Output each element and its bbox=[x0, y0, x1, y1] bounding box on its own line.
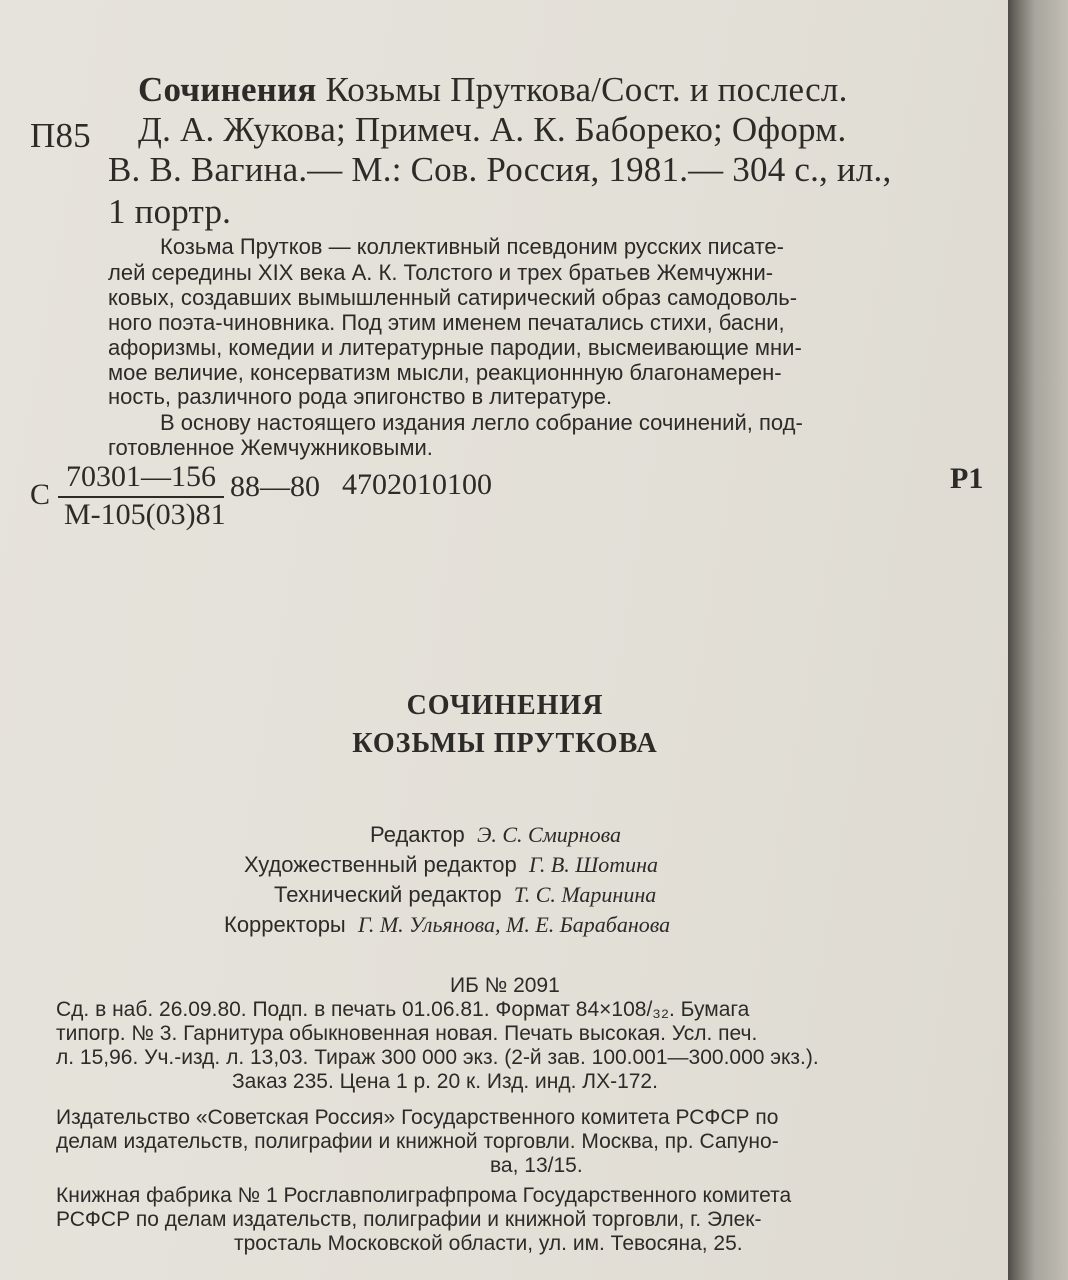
imprint-line: Заказ 235. Цена 1 р. 20 к. Изд. инд. ЛХ-172. bbox=[232, 1070, 658, 1093]
imprint-line: л. 15,96. Уч.-изд. л. 13,03. Тираж 300 000 экз. (2-й зав. 100.001—300.000 экз.). bbox=[56, 1046, 819, 1069]
publisher-line: делам издательств, полиграфии и книжной торговли. Москва, пр. Сапуно- bbox=[56, 1130, 779, 1153]
code-number-2: 4702010100 bbox=[342, 468, 492, 501]
credit-person: Т. С. Маринина bbox=[513, 882, 657, 907]
bbk-code: Р1 bbox=[950, 462, 984, 495]
imprint-line: типогр. № 3. Гарнитура обыкновенная новая. Печать высокая. Усл. печ. bbox=[56, 1022, 758, 1045]
code-prefix: С bbox=[30, 478, 51, 511]
catalog-line-1 bbox=[138, 70, 848, 110]
publisher-line: ва, 13/15. bbox=[490, 1154, 583, 1177]
annotation-line: ность, различного рода эпигонство в литературе. bbox=[108, 384, 613, 409]
credit-person: Г. М. Ульянова, М. Е. Барабанова bbox=[357, 912, 671, 937]
book-title-line-1: СОЧИНЕНИЯ bbox=[406, 690, 604, 721]
credit-role: Корректоры bbox=[224, 912, 346, 937]
annotation-line: Козьма Прутков — коллективный псевдоним русских писате- bbox=[160, 234, 784, 259]
catalog-index: П85 bbox=[30, 116, 91, 155]
credit-person: Э. С. Смирнова bbox=[476, 822, 622, 847]
imprint-line: Сд. в наб. 26.09.80. Подп. в печать 01.06.81. Формат 84×108/₃₂. Бумага bbox=[56, 998, 750, 1021]
credit-role: Художественный редактор bbox=[244, 852, 517, 877]
book-title-line-2: КОЗЬМЫ ПРУТКОВА bbox=[352, 728, 658, 759]
credit-tech-editor bbox=[274, 882, 656, 908]
printer-line: РСФСР по делам издательств, полиграфии и книжной торговли, г. Элек- bbox=[56, 1208, 762, 1231]
credit-proofreaders bbox=[224, 912, 670, 938]
printer-line: тросталь Московской области, ул. им. Тевосяна, 25. bbox=[234, 1232, 743, 1255]
code-number-1: 88—80 bbox=[230, 470, 320, 503]
credit-person: Г. В. Шотина bbox=[528, 852, 659, 877]
book-spine-shadow bbox=[1008, 0, 1068, 1280]
code-numerator: 70301—156 bbox=[66, 460, 216, 493]
credit-art-editor bbox=[244, 852, 658, 878]
annotation-line: готовленное Жемчужниковыми. bbox=[108, 435, 433, 460]
annotation-line: афоризмы, комедии и литературные пародии, высмеивающие мни- bbox=[108, 335, 802, 360]
annotation-line: ковых, создавших вымышленный сатирический образ самодоволь- bbox=[108, 285, 798, 310]
publisher-line: Издательство «Советская Россия» Государственного комитета РСФСР по bbox=[56, 1106, 779, 1129]
annotation-line: мое величие, консерватизм мысли, реакционнную благонамерен- bbox=[108, 360, 782, 385]
credit-role: Редактор bbox=[370, 822, 465, 847]
credit-role: Технический редактор bbox=[274, 882, 502, 907]
printer-line: Книжная фабрика № 1 Росглавполиграфпрома Государственного комитета bbox=[56, 1184, 792, 1207]
credit-editor bbox=[370, 822, 621, 848]
imprint-ib: ИБ № 2091 bbox=[450, 974, 560, 997]
catalog-line-1-rest: Козьмы Пруткова/Сост. и послесл. bbox=[316, 70, 848, 109]
annotation-line: лей середины XIX века А. К. Толстого и трех братьев Жемчужни- bbox=[108, 260, 774, 285]
catalog-title-bold: Сочинения bbox=[138, 70, 317, 109]
catalog-line-3: В. В. Вагина.— М.: Сов. Россия, 1981.— 304 с., ил., bbox=[108, 150, 892, 189]
catalog-line-2: Д. А. Жукова; Примеч. А. К. Бабореко; Оформ. bbox=[138, 110, 847, 149]
annotation-line: ного поэта-чиновника. Под этим именем печатались стихи, басни, bbox=[108, 310, 785, 335]
catalog-line-4: 1 портр. bbox=[108, 192, 232, 231]
annotation-line: В основу настоящего издания легло собрание сочинений, под- bbox=[160, 410, 803, 435]
code-denominator: М-105(03)81 bbox=[64, 498, 226, 531]
